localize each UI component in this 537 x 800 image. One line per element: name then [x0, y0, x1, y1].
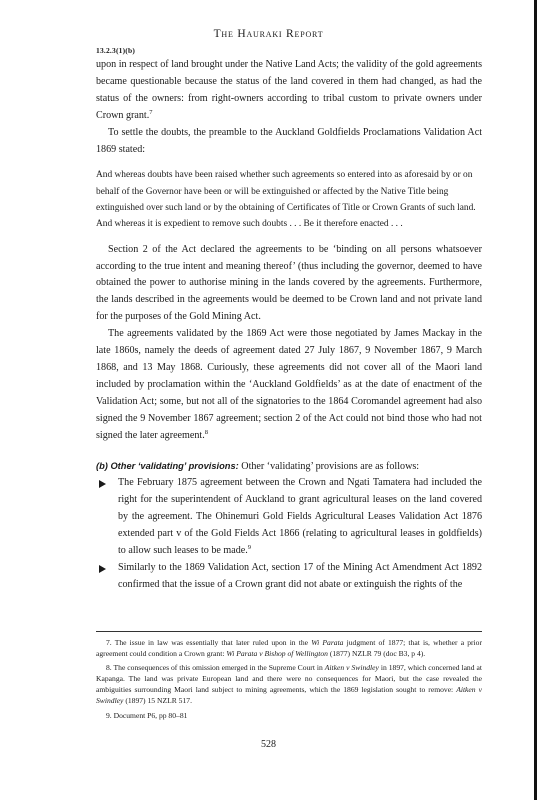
footnote-8 [96, 662, 482, 706]
spacer [96, 445, 482, 458]
footnote-ref-9[interactable]: 9 [247, 544, 252, 552]
footnote-text: (1897) 15 NZLR 517. [123, 696, 192, 706]
footnotes [96, 637, 482, 724]
sub-heading [96, 458, 482, 476]
paragraph-2: To settle the doubts, the preamble to the Auckland Goldfields Proclamations Validation Act 1869 stated: [96, 126, 482, 155]
paragraph-1-text: upon in respect of land brought under the Native Land Acts; the validity of the gold agreements became questionable because the status of the land covered in them had changed, as had the status of the owners: from right-owners according to tribal custom to private owners under Crown grant. [96, 59, 482, 121]
footnote-ref-7[interactable]: 7 [149, 108, 153, 116]
running-header: The Hauraki Report [213, 28, 324, 40]
block-quote: And whereas doubts have been raised whether such agreements so entered into as aforesaid by or on behalf of the Governor have been or will be extinguished or affected by the Native Title being extinguished over such land or by the obtaining of Certificates of Title or Crown Grants of such land. And whereas it is expedient to remove such doubts . . . Be it therefore enacted . . . [96, 170, 476, 230]
spacer [96, 233, 482, 242]
footnote-9: 9. Document P6, pp 80–81 [106, 710, 188, 720]
footnote-ref-8[interactable]: 8 [204, 428, 208, 436]
footnote-text: 7. The issue in law was essentially that later ruled upon in the [106, 638, 312, 647]
bullet-list [96, 475, 482, 593]
sub-heading-label: (b) Other ‘validating’ provisions: [96, 460, 239, 471]
sub-heading-text: Other ‘validating’ provisions are as follows: [238, 460, 420, 472]
paragraph-3: Section 2 of the Act declared the agreements to be ‘binding on all persons whatsoever according to the true intent and meaning thereof’ (thus including the governor, deemed to have obtained the power to authorise mining in the lands covered by the agreements. Furthermore, the lands described in the agreements would be deemed to be Crown land and not private land for the purposes of the Gold Mining Act. [96, 243, 482, 323]
list-item [96, 560, 482, 594]
case-name: Aitken v Swindley [96, 685, 482, 706]
footnote-divider [96, 631, 482, 632]
page-number: 528 [261, 739, 276, 750]
section-reference: 13.2.3(1)(b) [96, 46, 136, 55]
spacer [96, 158, 482, 167]
list-item-text: Similarly to the 1869 Validation Act, section 17 of the Mining Act Amendment Act 1892 confirmed that the issue of a Crown grant did not abate or extinguish the rights of the [118, 561, 482, 590]
footnote-7 [96, 637, 482, 659]
triangle-bullet-icon [99, 565, 106, 573]
paragraph-4 [96, 326, 482, 444]
footnote-text: (1877) NZLR 79 (doc B3, p 4). [327, 649, 426, 659]
footnote-text: in 1897, which concerned land at Kapanga. The land was private European land and there were no consequences for Maori, but the case revealed the ambiguities surrounding Maori land subject to mining agreements, which the 1869 legislation sought to remove: [96, 663, 482, 695]
list-item [96, 475, 482, 560]
case-name: Wi Parata v Bishop of Wellington [226, 649, 328, 659]
paragraph-1 [96, 57, 482, 125]
case-name: Wi Parata [311, 638, 344, 647]
case-name: Aitken v Swindley [324, 663, 379, 673]
footnote-text: judgment of 1877; that is, whether a prior agreement could condition a Crown grant: [96, 638, 482, 659]
paragraph-4-text: The agreements validated by the 1869 Act were those negotiated by James Mackay in the late 1860s, namely the deeds of agreement dated 27 July 1867, 9 November 1867, 9 March 1868, and 13 May 1868. Curiously, these agreements did not cover all of the Maori land included by proclamation within the ‘Auckland Goldfields’ as at the date of enactment of the Validation Act; some, but not all of the signatories to the 1864 Coromandel agreement had also signed the 9 November 1867 agreement; section 2 of the Act could not bind those who had not signed the later agreement. [96, 328, 482, 441]
triangle-bullet-icon [99, 480, 106, 488]
list-item-text: The February 1875 agreement between the Crown and Ngati Tamatera had included the right for the superintendent of Auckland to grant agricultural leases on the land covered by the agreement. The Ohinemuri Gold Fields Agricultural Leases Validation Act 1876 extended part v of the Gold Fields Act 1866 (relating to agricultural leases in goldfields) to allow such leases to be made. [118, 477, 482, 557]
body-text [96, 57, 482, 594]
footnote-text: 8. The consequences of this omission emerged in the Supreme Court in [106, 663, 325, 673]
